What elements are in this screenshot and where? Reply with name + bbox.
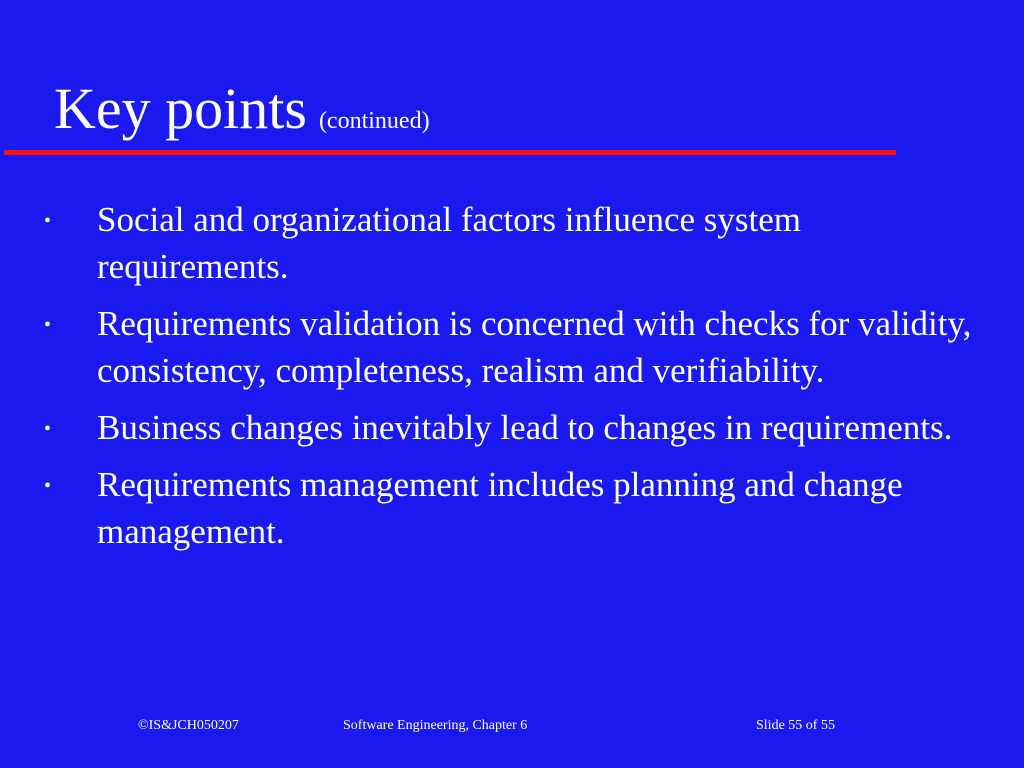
- bullet-icon: •: [44, 475, 52, 497]
- footer-copyright: ©IS&JCH050207: [138, 718, 239, 733]
- footer-slide-number: Slide 55 of 55: [756, 718, 835, 733]
- bullet-icon: •: [44, 418, 52, 440]
- slide-title-main: Key points: [54, 76, 307, 141]
- slide-title: [54, 76, 430, 154]
- bullet-item: [0, 300, 1024, 394]
- bullet-list: [0, 196, 1024, 565]
- slide-title-suffix: (continued): [318, 108, 430, 134]
- bullet-icon: •: [44, 314, 52, 336]
- bullet-item: [0, 461, 1024, 555]
- bullet-item: [0, 404, 1024, 451]
- footer-course: Software Engineering, Chapter 6: [343, 718, 528, 733]
- bullet-item: [0, 196, 1024, 290]
- bullet-text: Requirements management includes planning and change management.: [97, 465, 903, 551]
- bullet-text: Social and organizational factors influence system requirements.: [97, 200, 801, 286]
- bullet-icon: •: [44, 210, 52, 232]
- title-underline: [4, 150, 896, 155]
- bullet-text: Business changes inevitably lead to changes in requirements.: [97, 408, 953, 447]
- bullet-text: Requirements validation is concerned with checks for validity, consistency, completeness, realism and verifiability.: [97, 304, 972, 390]
